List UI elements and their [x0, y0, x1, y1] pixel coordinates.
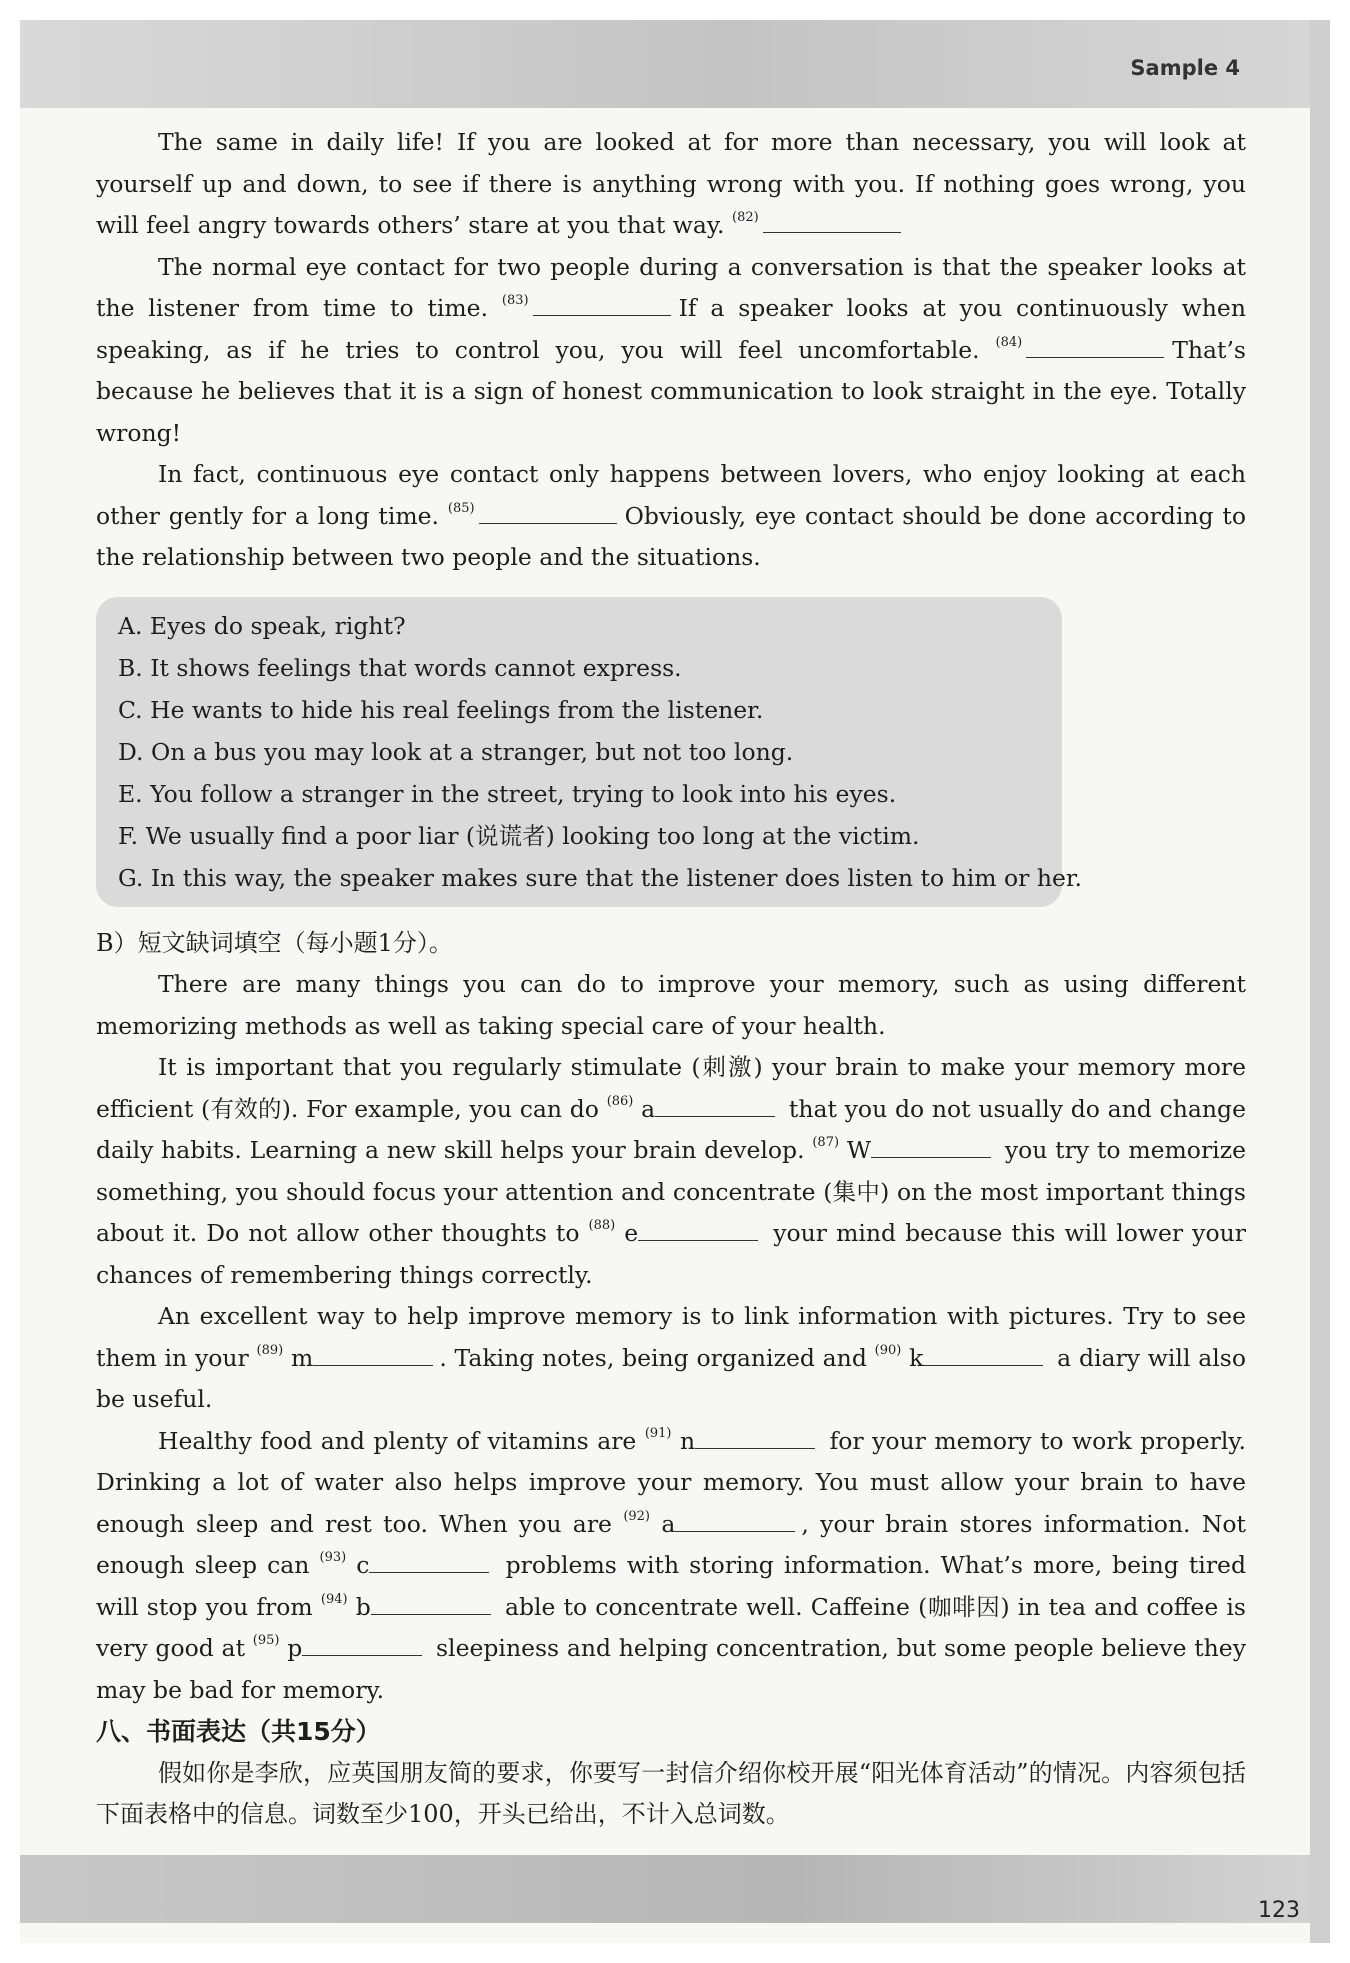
- header-band: [20, 20, 1310, 108]
- option-g: G. In this way, the speaker makes sure that the listener does listen to him or her.: [118, 863, 1083, 892]
- option-c: C. He wants to hide his real feelings from the listener.: [118, 695, 764, 724]
- passage-b-paragraph-4: Healthy food and plenty of vitamins are $^{(91)}$ n for your memory to work properly. Drinking a lot of water also helps improve your memory. You must allow your brain to have enough sleep and rest too. When you are $^{(92)}$ a , your brain stores information. Not enough sleep can $^{(93)}$ c problems with storing information. What’s more, being tired will stop you from $^{(94)}$ b able to concentrate well. Caffeine (咖啡因) in tea and coffee is very good at $^{(95)}$ p sleepiness and helping concentration, but some people believe they may be bad for memory.: [96, 1425, 1247, 1704]
- answer-blank-84: [1026, 337, 1164, 358]
- section-b-heading: B）短文缺词填空（每小题1分）。: [96, 928, 453, 957]
- question-number-84: (84): [995, 334, 1023, 350]
- answer-blank-88: [638, 1220, 758, 1241]
- option-e: E. You follow a stranger in the street, trying to look into his eyes.: [118, 779, 897, 808]
- writing-task-instruction: 假如你是李欣，应英国朋友简的要求，你要写一封信介绍你校开展“阳光体育活动”的情况。内容须包括下面表格中的信息。词数至少100，开头已给出，不计入总词数。: [96, 1758, 1246, 1828]
- question-number-91: (91): [644, 1425, 672, 1441]
- answer-blank-82: [763, 212, 901, 233]
- answer-blank-83: [533, 295, 671, 316]
- question-number-82: (82): [732, 210, 759, 225]
- passage-b-paragraph-3: An excellent way to help improve memory is to link information with pictures. Try to see them in your $^{(89)}$ m . Taking notes, being organized and $^{(90)}$ k a diary will also be useful.: [96, 1302, 1246, 1413]
- answer-blank-86: [655, 1096, 775, 1117]
- question-number-90: (90): [874, 1342, 902, 1358]
- page-content: [96, 122, 1246, 1836]
- page-number: 123: [1258, 1898, 1300, 1923]
- passage-a-paragraph-2: The normal eye contact for two people during a conversation is that the speaker looks at the listener from time to time. $^{(83)}$ If a speaker looks at you continuously when speaking, as if he tries to control you, you will feel uncomfortable. $^{(84)}$ That’s because he believes that it is a sign of honest communication to look straight in the eye. Totally wrong!: [96, 252, 1246, 447]
- passage-a-paragraph-3: In fact, continuous eye contact only happens between lovers, who enjoy looking at each other gently for a long time. $^{(85)}$ Obviously, eye contact should be done according to the relationship between two people and the situations.: [96, 460, 1246, 571]
- question-number-92: (92): [623, 1508, 650, 1524]
- passage-a-paragraph-1: The same in daily life! If you are looked at for more than necessary, you will look at yourself up and down, to see if there is anything wrong with you. If nothing goes wrong, you will feel angry towards others’ stare at you that way. $^{(82)}$: [96, 128, 1246, 239]
- answer-options-box: [96, 597, 1083, 907]
- answer-blank-85: [479, 503, 617, 524]
- answer-blank-95: [302, 1635, 422, 1656]
- sample-label: Sample 4: [1130, 56, 1240, 80]
- answer-blank-91: [695, 1428, 815, 1449]
- option-d: D. On a bus you may look at a stranger, but not too long.: [118, 737, 794, 766]
- option-a: A. Eyes do speak, right?: [118, 611, 406, 640]
- option-b: B. It shows feelings that words cannot express.: [118, 653, 682, 682]
- question-number-87: (87): [812, 1135, 840, 1150]
- question-number-88: (88): [588, 1218, 616, 1233]
- answer-blank-87: [871, 1137, 991, 1158]
- section-8-heading: 八、书面表达（共15分）: [96, 1717, 381, 1746]
- option-f: F. We usually find a poor liar (说谎者) looking too long at the victim.: [118, 821, 920, 850]
- footer-band: [20, 1855, 1310, 1923]
- answer-blank-92: [675, 1511, 795, 1532]
- question-number-94: (94): [320, 1591, 348, 1607]
- answer-blank-90: [923, 1345, 1043, 1366]
- question-number-89: (89): [256, 1342, 284, 1358]
- question-number-83: (83): [501, 293, 529, 308]
- answer-blank-93: [369, 1552, 489, 1573]
- question-number-93: (93): [319, 1550, 347, 1565]
- passage-b-paragraph-2: It is important that you regularly stimulate (刺激) your brain to make your memory more efficient (有效的). For example, you can do $^{(86)}$ a that you do not usually do and change daily habits. Learning a new skill helps your brain develop. $^{(87)}$ W you try to memorize something, you should focus your attention and concentrate (集中) on the most important things about it. Do not allow other thoughts to $^{(88)}$ e your mind because this will lower your chances of remembering things correctly.: [96, 1053, 1246, 1289]
- answer-blank-94: [371, 1594, 491, 1615]
- question-number-95: (95): [252, 1633, 280, 1648]
- question-number-85: (85): [447, 500, 475, 516]
- answer-blank-89: [313, 1345, 433, 1366]
- question-number-86: (86): [606, 1093, 634, 1109]
- page-edge: [1310, 20, 1330, 1943]
- passage-b-paragraph-1: There are many things you can do to improve your memory, such as using different memorizing methods as well as taking special care of your health.: [96, 970, 1246, 1040]
